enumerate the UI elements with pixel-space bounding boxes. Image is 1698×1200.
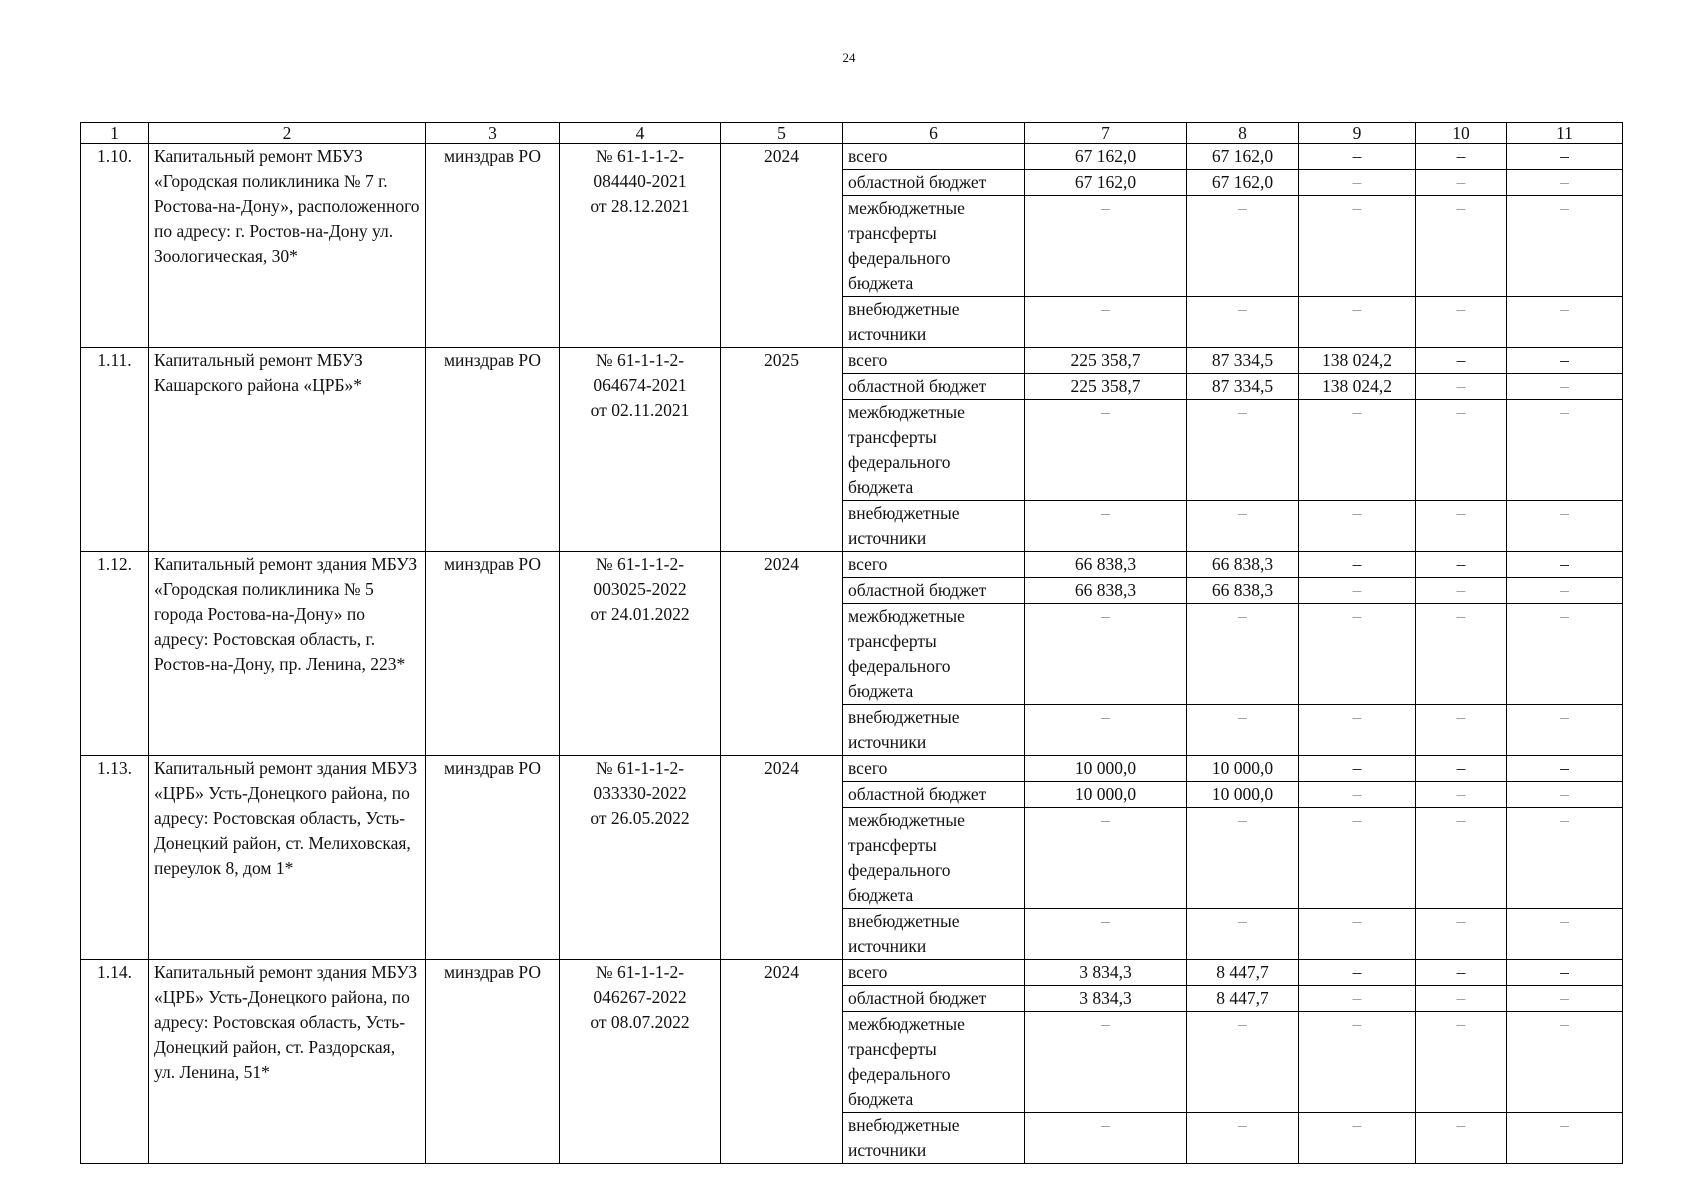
amount-cell: –: [1416, 909, 1507, 960]
funding-source-label: межбюджетные трансферты федерального бюджета: [843, 808, 1025, 909]
amount-cell: –: [1416, 144, 1507, 170]
amount-cell: –: [1187, 297, 1299, 348]
header-row: [81, 123, 1623, 144]
amount-cell: –: [1507, 1113, 1623, 1164]
item-number: 1.14.: [81, 960, 149, 1164]
col-header: 11: [1507, 123, 1623, 144]
amount-cell: –: [1299, 144, 1416, 170]
amount-cell: –: [1416, 1113, 1507, 1164]
document-number: № 61-1-1-2-003025-2022: [593, 554, 687, 599]
funding-source-label: внебюджетные источники: [843, 1113, 1025, 1164]
amount-cell: –: [1507, 552, 1623, 578]
amount-cell: –: [1507, 501, 1623, 552]
document-date: от 08.07.2022: [590, 1012, 690, 1032]
amount-cell: –: [1025, 604, 1187, 705]
amount-cell: –: [1507, 604, 1623, 705]
amount-cell: 66 838,3: [1187, 578, 1299, 604]
funding-source-label: областной бюджет: [843, 374, 1025, 400]
item-number: 1.12.: [81, 552, 149, 756]
amount-cell: –: [1025, 1113, 1187, 1164]
item-number: 1.11.: [81, 348, 149, 552]
amount-cell: –: [1507, 348, 1623, 374]
funding-source-label: всего: [843, 552, 1025, 578]
document-date: от 24.01.2022: [590, 604, 690, 624]
col-header: 10: [1416, 123, 1507, 144]
funding-source-label: областной бюджет: [843, 578, 1025, 604]
document-date: от 28.12.2021: [590, 196, 690, 216]
budget-table: [80, 122, 1623, 1164]
funding-source-label: областной бюджет: [843, 170, 1025, 196]
amount-cell: 67 162,0: [1187, 170, 1299, 196]
table-row: [81, 348, 1623, 374]
amount-cell: –: [1187, 909, 1299, 960]
amount-cell: 66 838,3: [1025, 552, 1187, 578]
amount-cell: 8 447,7: [1187, 986, 1299, 1012]
amount-cell: –: [1299, 170, 1416, 196]
amount-cell: 66 838,3: [1187, 552, 1299, 578]
amount-cell: –: [1025, 909, 1187, 960]
amount-cell: –: [1416, 501, 1507, 552]
funding-source-label: межбюджетные трансферты федерального бюджета: [843, 604, 1025, 705]
col-header: 9: [1299, 123, 1416, 144]
amount-cell: –: [1025, 501, 1187, 552]
col-header: 2: [149, 123, 426, 144]
amount-cell: –: [1416, 170, 1507, 196]
amount-cell: –: [1187, 501, 1299, 552]
year: 2024: [721, 756, 843, 960]
year: 2024: [721, 144, 843, 348]
amount-cell: –: [1416, 705, 1507, 756]
amount-cell: –: [1187, 808, 1299, 909]
amount-cell: 10 000,0: [1025, 782, 1187, 808]
amount-cell: –: [1187, 1012, 1299, 1113]
funding-source-label: межбюджетные трансферты федерального бюджета: [843, 196, 1025, 297]
funding-source-label: всего: [843, 144, 1025, 170]
year: 2025: [721, 348, 843, 552]
amount-cell: –: [1299, 909, 1416, 960]
amount-cell: –: [1299, 756, 1416, 782]
amount-cell: –: [1416, 1012, 1507, 1113]
funding-source-label: всего: [843, 756, 1025, 782]
amount-cell: –: [1299, 960, 1416, 986]
year: 2024: [721, 552, 843, 756]
amount-cell: –: [1416, 578, 1507, 604]
responsible-org: минздрав РО: [426, 960, 560, 1164]
col-header: 5: [721, 123, 843, 144]
amount-cell: –: [1187, 604, 1299, 705]
funding-source-label: всего: [843, 348, 1025, 374]
amount-cell: –: [1507, 756, 1623, 782]
item-name: Капитальный ремонт МБУЗ Кашарского района «ЦРБ»*: [149, 348, 426, 552]
funding-source-label: внебюджетные источники: [843, 297, 1025, 348]
item-number: 1.10.: [81, 144, 149, 348]
amount-cell: 138 024,2: [1299, 374, 1416, 400]
amount-cell: –: [1299, 578, 1416, 604]
document-cell: [560, 960, 721, 1164]
amount-cell: –: [1507, 960, 1623, 986]
amount-cell: –: [1507, 297, 1623, 348]
document-date: от 26.05.2022: [590, 808, 690, 828]
item-name: Капитальный ремонт здания МБУЗ «ЦРБ» Усть-Донецкого района, по адресу: Ростовская область, Усть-Донецкий район, ст. Мелиховская, переулок 8, дом 1*: [149, 756, 426, 960]
amount-cell: 66 838,3: [1025, 578, 1187, 604]
amount-cell: –: [1507, 400, 1623, 501]
amount-cell: –: [1507, 578, 1623, 604]
amount-cell: –: [1299, 782, 1416, 808]
amount-cell: –: [1416, 297, 1507, 348]
document-cell: [560, 144, 721, 348]
funding-source-label: всего: [843, 960, 1025, 986]
amount-cell: –: [1299, 552, 1416, 578]
document-cell: [560, 756, 721, 960]
amount-cell: 225 358,7: [1025, 348, 1187, 374]
amount-cell: –: [1299, 501, 1416, 552]
amount-cell: –: [1507, 782, 1623, 808]
amount-cell: –: [1299, 705, 1416, 756]
amount-cell: –: [1507, 705, 1623, 756]
amount-cell: –: [1416, 400, 1507, 501]
amount-cell: –: [1416, 960, 1507, 986]
amount-cell: –: [1187, 1113, 1299, 1164]
amount-cell: 87 334,5: [1187, 348, 1299, 374]
col-header: 3: [426, 123, 560, 144]
amount-cell: –: [1299, 1113, 1416, 1164]
responsible-org: минздрав РО: [426, 756, 560, 960]
amount-cell: –: [1025, 297, 1187, 348]
document-number: № 61-1-1-2-033330-2022: [593, 758, 687, 803]
responsible-org: минздрав РО: [426, 552, 560, 756]
amount-cell: –: [1299, 808, 1416, 909]
amount-cell: –: [1025, 808, 1187, 909]
amount-cell: –: [1025, 705, 1187, 756]
amount-cell: –: [1416, 782, 1507, 808]
document-cell: [560, 552, 721, 756]
amount-cell: 3 834,3: [1025, 960, 1187, 986]
amount-cell: –: [1416, 374, 1507, 400]
amount-cell: –: [1025, 400, 1187, 501]
item-name: Капитальный ремонт МБУЗ «Городская поликлиника № 7 г. Ростова-на-Дону», расположенного по адресу: г. Ростов-на-Дону ул. Зоологическая, 30*: [149, 144, 426, 348]
funding-source-label: областной бюджет: [843, 986, 1025, 1012]
amount-cell: –: [1187, 196, 1299, 297]
amount-cell: –: [1507, 808, 1623, 909]
amount-cell: 3 834,3: [1025, 986, 1187, 1012]
amount-cell: 10 000,0: [1025, 756, 1187, 782]
amount-cell: –: [1416, 986, 1507, 1012]
funding-source-label: внебюджетные источники: [843, 909, 1025, 960]
amount-cell: –: [1025, 1012, 1187, 1113]
responsible-org: минздрав РО: [426, 144, 560, 348]
amount-cell: 10 000,0: [1187, 782, 1299, 808]
document-number: № 61-1-1-2-084440-2021: [593, 146, 687, 191]
document-cell: [560, 348, 721, 552]
col-header: 8: [1187, 123, 1299, 144]
funding-source-label: межбюджетные трансферты федерального бюджета: [843, 1012, 1025, 1113]
amount-cell: –: [1507, 909, 1623, 960]
col-header: 1: [81, 123, 149, 144]
table-row: [81, 144, 1623, 170]
amount-cell: –: [1416, 552, 1507, 578]
amount-cell: 67 162,0: [1025, 170, 1187, 196]
amount-cell: 8 447,7: [1187, 960, 1299, 986]
funding-source-label: внебюджетные источники: [843, 705, 1025, 756]
amount-cell: 138 024,2: [1299, 348, 1416, 374]
amount-cell: –: [1187, 705, 1299, 756]
table-row: [81, 960, 1623, 986]
amount-cell: –: [1416, 348, 1507, 374]
amount-cell: –: [1299, 196, 1416, 297]
amount-cell: 67 162,0: [1025, 144, 1187, 170]
funding-source-label: внебюджетные источники: [843, 501, 1025, 552]
amount-cell: –: [1416, 196, 1507, 297]
amount-cell: –: [1507, 374, 1623, 400]
table-row: [81, 552, 1623, 578]
amount-cell: 10 000,0: [1187, 756, 1299, 782]
document-number: № 61-1-1-2-046267-2022: [593, 962, 687, 1007]
amount-cell: –: [1187, 400, 1299, 501]
amount-cell: 225 358,7: [1025, 374, 1187, 400]
amount-cell: 67 162,0: [1187, 144, 1299, 170]
document-date: от 02.11.2021: [590, 400, 690, 420]
table-row: [81, 756, 1623, 782]
year: 2024: [721, 960, 843, 1164]
amount-cell: –: [1507, 1012, 1623, 1113]
item-number: 1.13.: [81, 756, 149, 960]
col-header: 4: [560, 123, 721, 144]
amount-cell: –: [1299, 1012, 1416, 1113]
amount-cell: –: [1299, 400, 1416, 501]
amount-cell: –: [1507, 196, 1623, 297]
amount-cell: –: [1507, 144, 1623, 170]
item-name: Капитальный ремонт здания МБУЗ «Городская поликлиника № 5 города Ростова-на-Дону» по адресу: Ростовская область, г. Ростов-на-Дону, пр. Ленина, 223*: [149, 552, 426, 756]
funding-source-label: областной бюджет: [843, 782, 1025, 808]
col-header: 6: [843, 123, 1025, 144]
amount-cell: –: [1025, 196, 1187, 297]
amount-cell: –: [1299, 604, 1416, 705]
amount-cell: –: [1299, 297, 1416, 348]
funding-source-label: межбюджетные трансферты федерального бюджета: [843, 400, 1025, 501]
amount-cell: –: [1507, 170, 1623, 196]
amount-cell: –: [1507, 986, 1623, 1012]
col-header: 7: [1025, 123, 1187, 144]
page-number: 24: [842, 50, 856, 65]
amount-cell: –: [1299, 986, 1416, 1012]
amount-cell: –: [1416, 604, 1507, 705]
amount-cell: –: [1416, 756, 1507, 782]
item-name: Капитальный ремонт здания МБУЗ «ЦРБ» Усть-Донецкого района, по адресу: Ростовская область, Усть-Донецкий район, ст. Раздорская, ул. Ленина, 51*: [149, 960, 426, 1164]
responsible-org: минздрав РО: [426, 348, 560, 552]
amount-cell: –: [1416, 808, 1507, 909]
amount-cell: 87 334,5: [1187, 374, 1299, 400]
document-number: № 61-1-1-2-064674-2021: [593, 350, 687, 395]
